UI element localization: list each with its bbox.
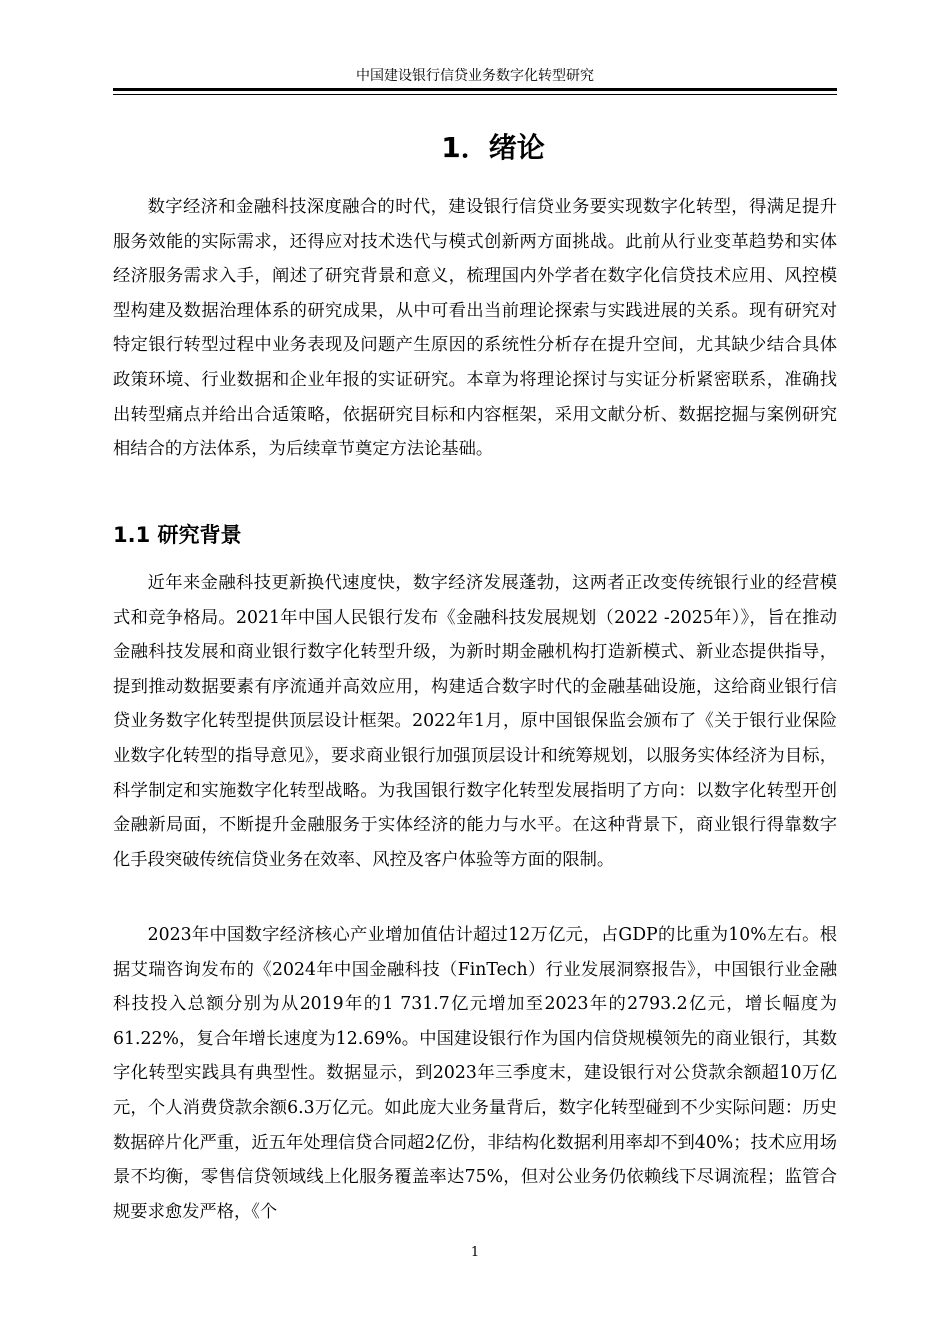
section-heading: 1.1 研究背景	[113, 523, 242, 547]
header-rule-thick	[113, 88, 837, 91]
background-paragraph-2: 2023年中国数字经济核心产业增加值估计超过12万亿元，占GDP的比重为10%左右。根据艾瑞咨询发布的《2024年中国金融科技（FinTech）行业发展洞察报告》，中国银行业金融科技投入总额分别为从2019年的1 731.7亿元增加至2023年的2793.2亿元，增长幅度为61.22%，复合年增长速度为12.69%。中国建设银行作为国内信贷规模领先的商业银行，其数字化转型实践具有典型性。数据显示，到2023年三季度末，建设银行对公贷款余额超10万亿元，个人消费贷款余额6.3万亿元。如此庞大业务量背后，数字化转型碰到不少实际问题：历史数据碎片化严重，近五年处理信贷合同超2亿份，非结构化数据利用率却不到40%；技术应用场景不均衡，零售信贷领域线上化服务覆盖率达75%，但对公业务仍依赖线下尽调流程；监管合规要求愈发严格，《个	[113, 925, 837, 1222]
intro-paragraph: 数字经济和金融科技深度融合的时代，建设银行信贷业务要实现数字化转型，得满足提升服务效能的实际需求，还得应对技术迭代与模式创新两方面挑战。此前从行业变革趋势和实体经济服务需求入手，阐述了研究背景和意义，梳理国内外学者在数字化信贷技术应用、风控模型构建及数据治理体系的研究成果，从中可看出当前理论探索与实践进展的关系。现有研究对特定银行转型过程中业务表现及问题产生原因的系统性分析存在提升空间，尤其缺少结合具体政策环境、行业数据和企业年报的实证研究。本章为将理论探讨与实证分析紧密联系，准确找出转型痛点并给出合适策略，依据研究目标和内容框架，采用文献分析、数据挖掘与案例研究相结合的方法体系，为后续章节奠定方法论基础。	[113, 197, 837, 460]
running-header: 中国建设银行信贷业务数字化转型研究	[356, 68, 594, 84]
page-number: 1	[470, 1245, 480, 1260]
chapter-title: 1．绪论	[441, 131, 545, 164]
background-paragraph-1: 近年来金融科技更新换代速度快，数字经济发展蓬勃，这两者正改变传统银行业的经营模式和竞争格局。2021年中国人民银行发布《金融科技发展规划（2022 -2025年）》，旨在推动金融科技发展和商业银行数字化转型升级，为新时期金融机构打造新模式、新业态提供指导，提到推动数据要素有序流通并高效应用，构建适合数字时代的金融基础设施，这给商业银行信贷业务数字化转型提供顶层设计框架。2022年1月，原中国银保监会颁布了《关于银行业保险业数字化转型的指导意见》，要求商业银行加强顶层设计和统筹规划，以服务实体经济为目标，科学制定和实施数字化转型战略。为我国银行数字化转型发展指明了方向：以数字化转型开创金融新局面，不断提升金融服务于实体经济的能力与水平。在这种背景下，商业银行得靠数字化手段突破传统信贷业务在效率、风控及客户体验等方面的限制。	[113, 573, 837, 870]
header-rule-thin	[113, 94, 837, 95]
